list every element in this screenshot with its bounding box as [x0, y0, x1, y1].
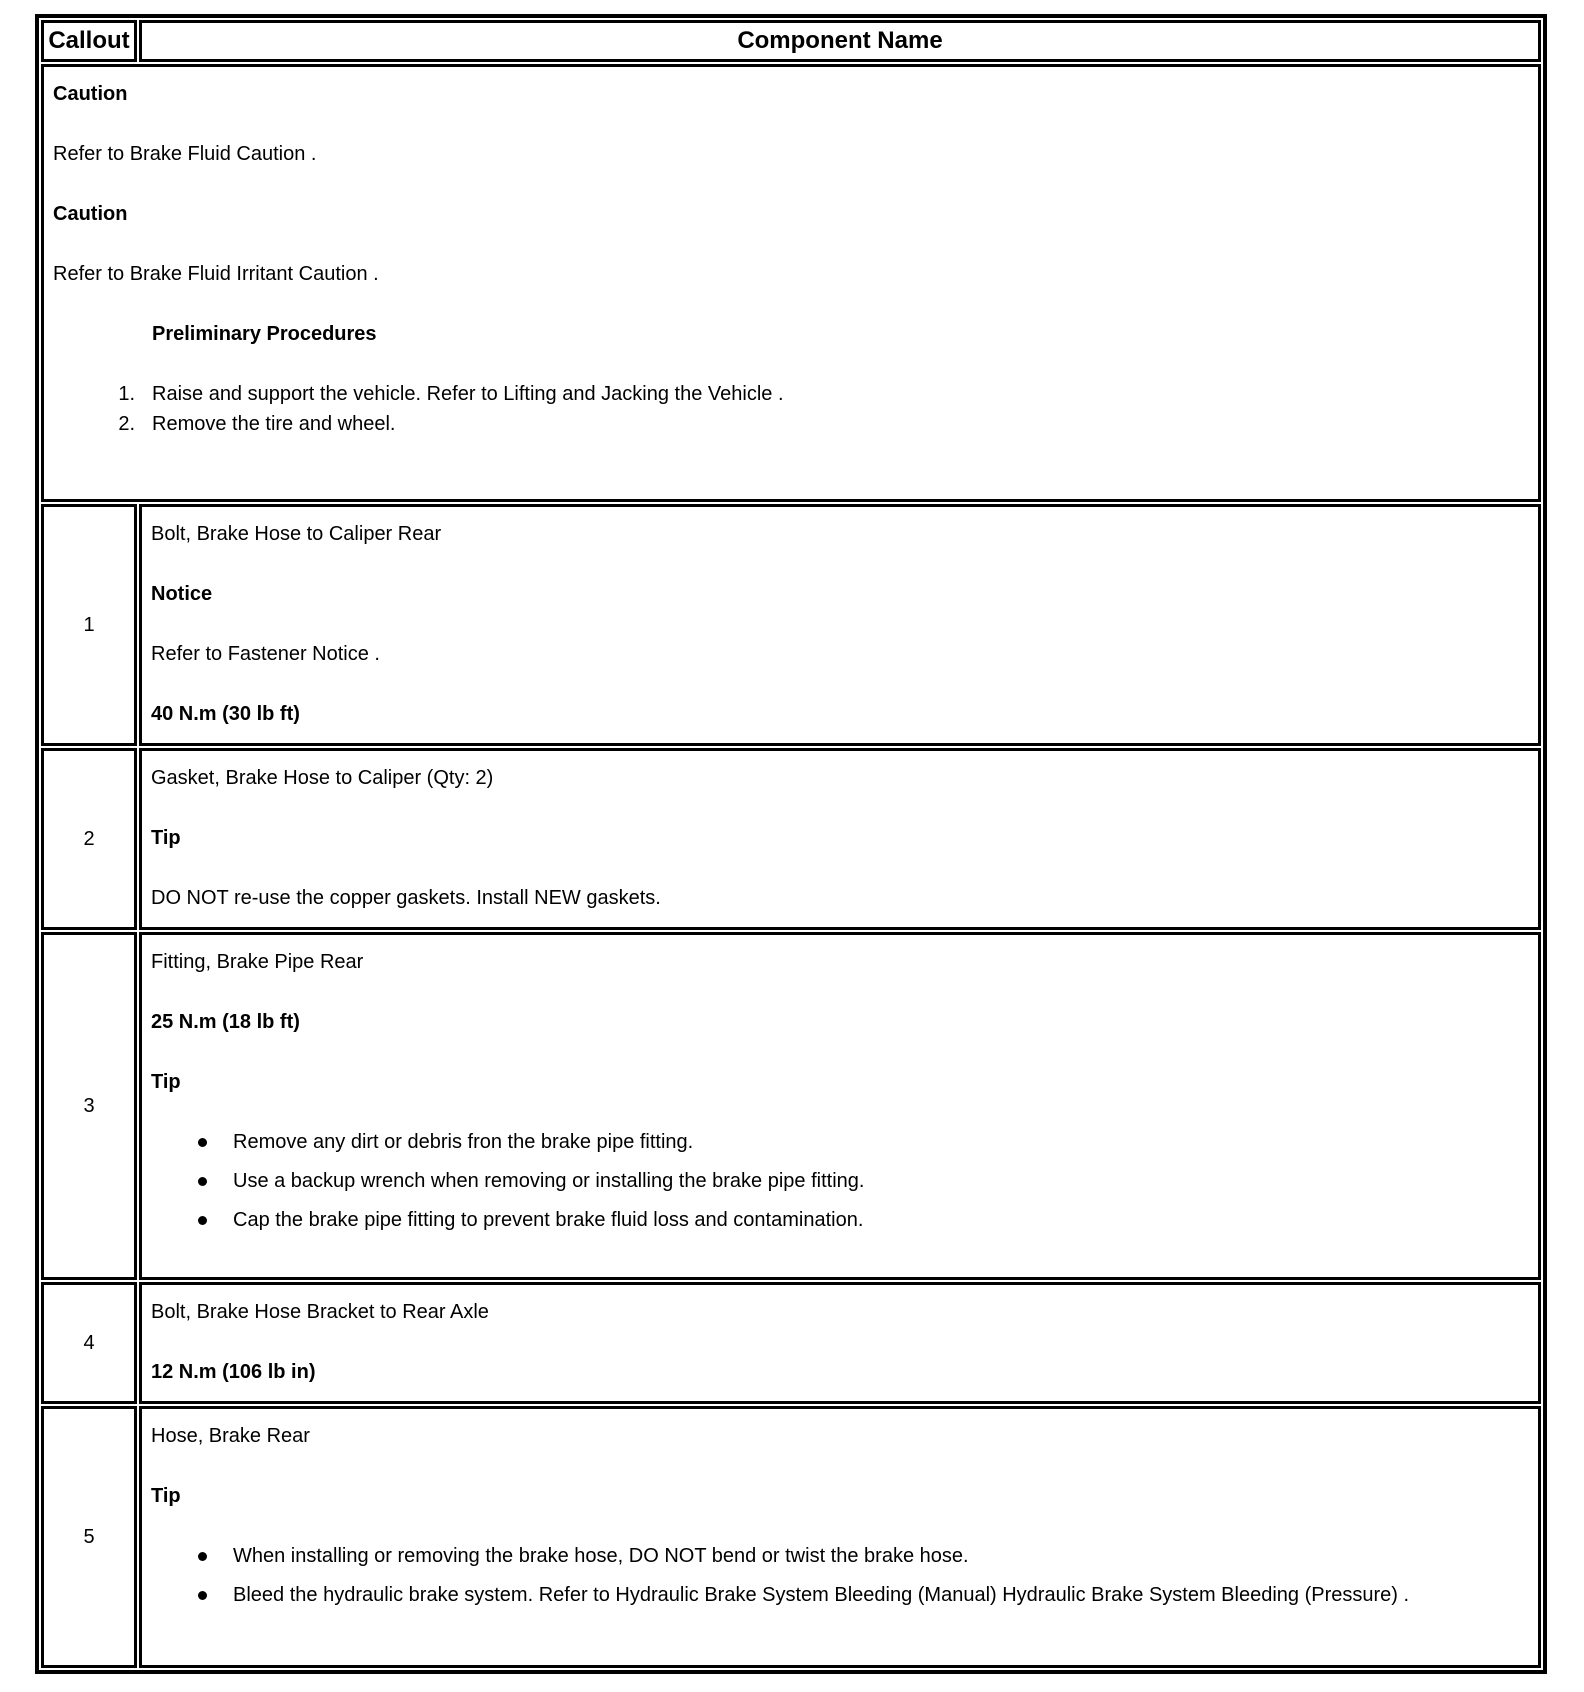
table-row	[41, 748, 1541, 930]
callout-number: 1	[41, 504, 137, 746]
emphasis-line: 12 N.m (106 lb in)	[151, 1361, 316, 1383]
emphasis-line: 40 N.m (30 lb ft)	[151, 703, 300, 725]
preliminary-steps-list	[53, 381, 1526, 438]
emphasis-line: Tip	[151, 827, 181, 849]
text-line: Hose, Brake Rear	[151, 1425, 310, 1447]
component-table	[35, 14, 1547, 1674]
preliminary-procedures-title: Preliminary Procedures	[152, 323, 377, 345]
table-body	[41, 64, 1541, 502]
component-cell	[139, 1282, 1541, 1404]
step-item: Raise and support the vehicle. Refer to Lifting and Jacking the Vehicle .	[152, 383, 784, 405]
header-row	[41, 20, 1541, 62]
preamble-cell	[41, 64, 1541, 502]
step-item: Remove the tire and wheel.	[152, 413, 396, 435]
text-line: Bolt, Brake Hose Bracket to Rear Axle	[151, 1301, 489, 1323]
emphasis-line: Tip	[151, 1071, 181, 1093]
text-line: DO NOT re-use the copper gaskets. Install NEW gaskets.	[151, 887, 661, 909]
text-line: Gasket, Brake Hose to Caliper (Qty: 2)	[151, 767, 494, 789]
component-rows	[41, 504, 1541, 1668]
table-row	[41, 1406, 1541, 1668]
caution-heading: Caution	[53, 83, 128, 105]
bullet-item: Use a backup wrench when removing or installing the brake pipe fitting.	[151, 1168, 1526, 1195]
text-line: Fitting, Brake Pipe Rear	[151, 951, 364, 973]
component-cell	[139, 504, 1541, 746]
component-cell	[139, 932, 1541, 1280]
bullet-item: Cap the brake pipe fitting to prevent brake fluid loss and contamination.	[151, 1207, 1526, 1234]
component-cell	[139, 1406, 1541, 1668]
tip-bullet-list	[151, 1129, 1526, 1234]
table-header	[41, 20, 1541, 62]
table-row	[41, 932, 1541, 1280]
component-name-column-header: Component Name	[139, 20, 1541, 62]
callout-number: 4	[41, 1282, 137, 1404]
table-row	[41, 504, 1541, 746]
callout-column-header: Callout	[41, 20, 137, 62]
caution-heading: Caution	[53, 203, 128, 225]
callout-number: 3	[41, 932, 137, 1280]
emphasis-line: Notice	[151, 583, 213, 605]
caution-text: Refer to Brake Fluid Caution .	[53, 143, 317, 165]
emphasis-line: 25 N.m (18 lb ft)	[151, 1011, 300, 1033]
bullet-item: When installing or removing the brake hose, DO NOT bend or twist the brake hose.	[151, 1543, 1526, 1570]
bullet-item: Bleed the hydraulic brake system. Refer to Hydraulic Brake System Bleeding (Manual) Hydraulic Brake System Bleeding (Pressure) .	[151, 1582, 1526, 1609]
preamble-row	[41, 64, 1541, 502]
bullet-item: Remove any dirt or debris fron the brake pipe fitting.	[151, 1129, 1526, 1156]
caution-text: Refer to Brake Fluid Irritant Caution .	[53, 263, 379, 285]
component-cell	[139, 748, 1541, 930]
callout-number: 5	[41, 1406, 137, 1668]
text-line: Bolt, Brake Hose to Caliper Rear	[151, 523, 442, 545]
text-line: Refer to Fastener Notice .	[151, 643, 380, 665]
callout-number: 2	[41, 748, 137, 930]
tip-bullet-list	[151, 1543, 1526, 1609]
emphasis-line: Tip	[151, 1485, 181, 1507]
table-row	[41, 1282, 1541, 1404]
